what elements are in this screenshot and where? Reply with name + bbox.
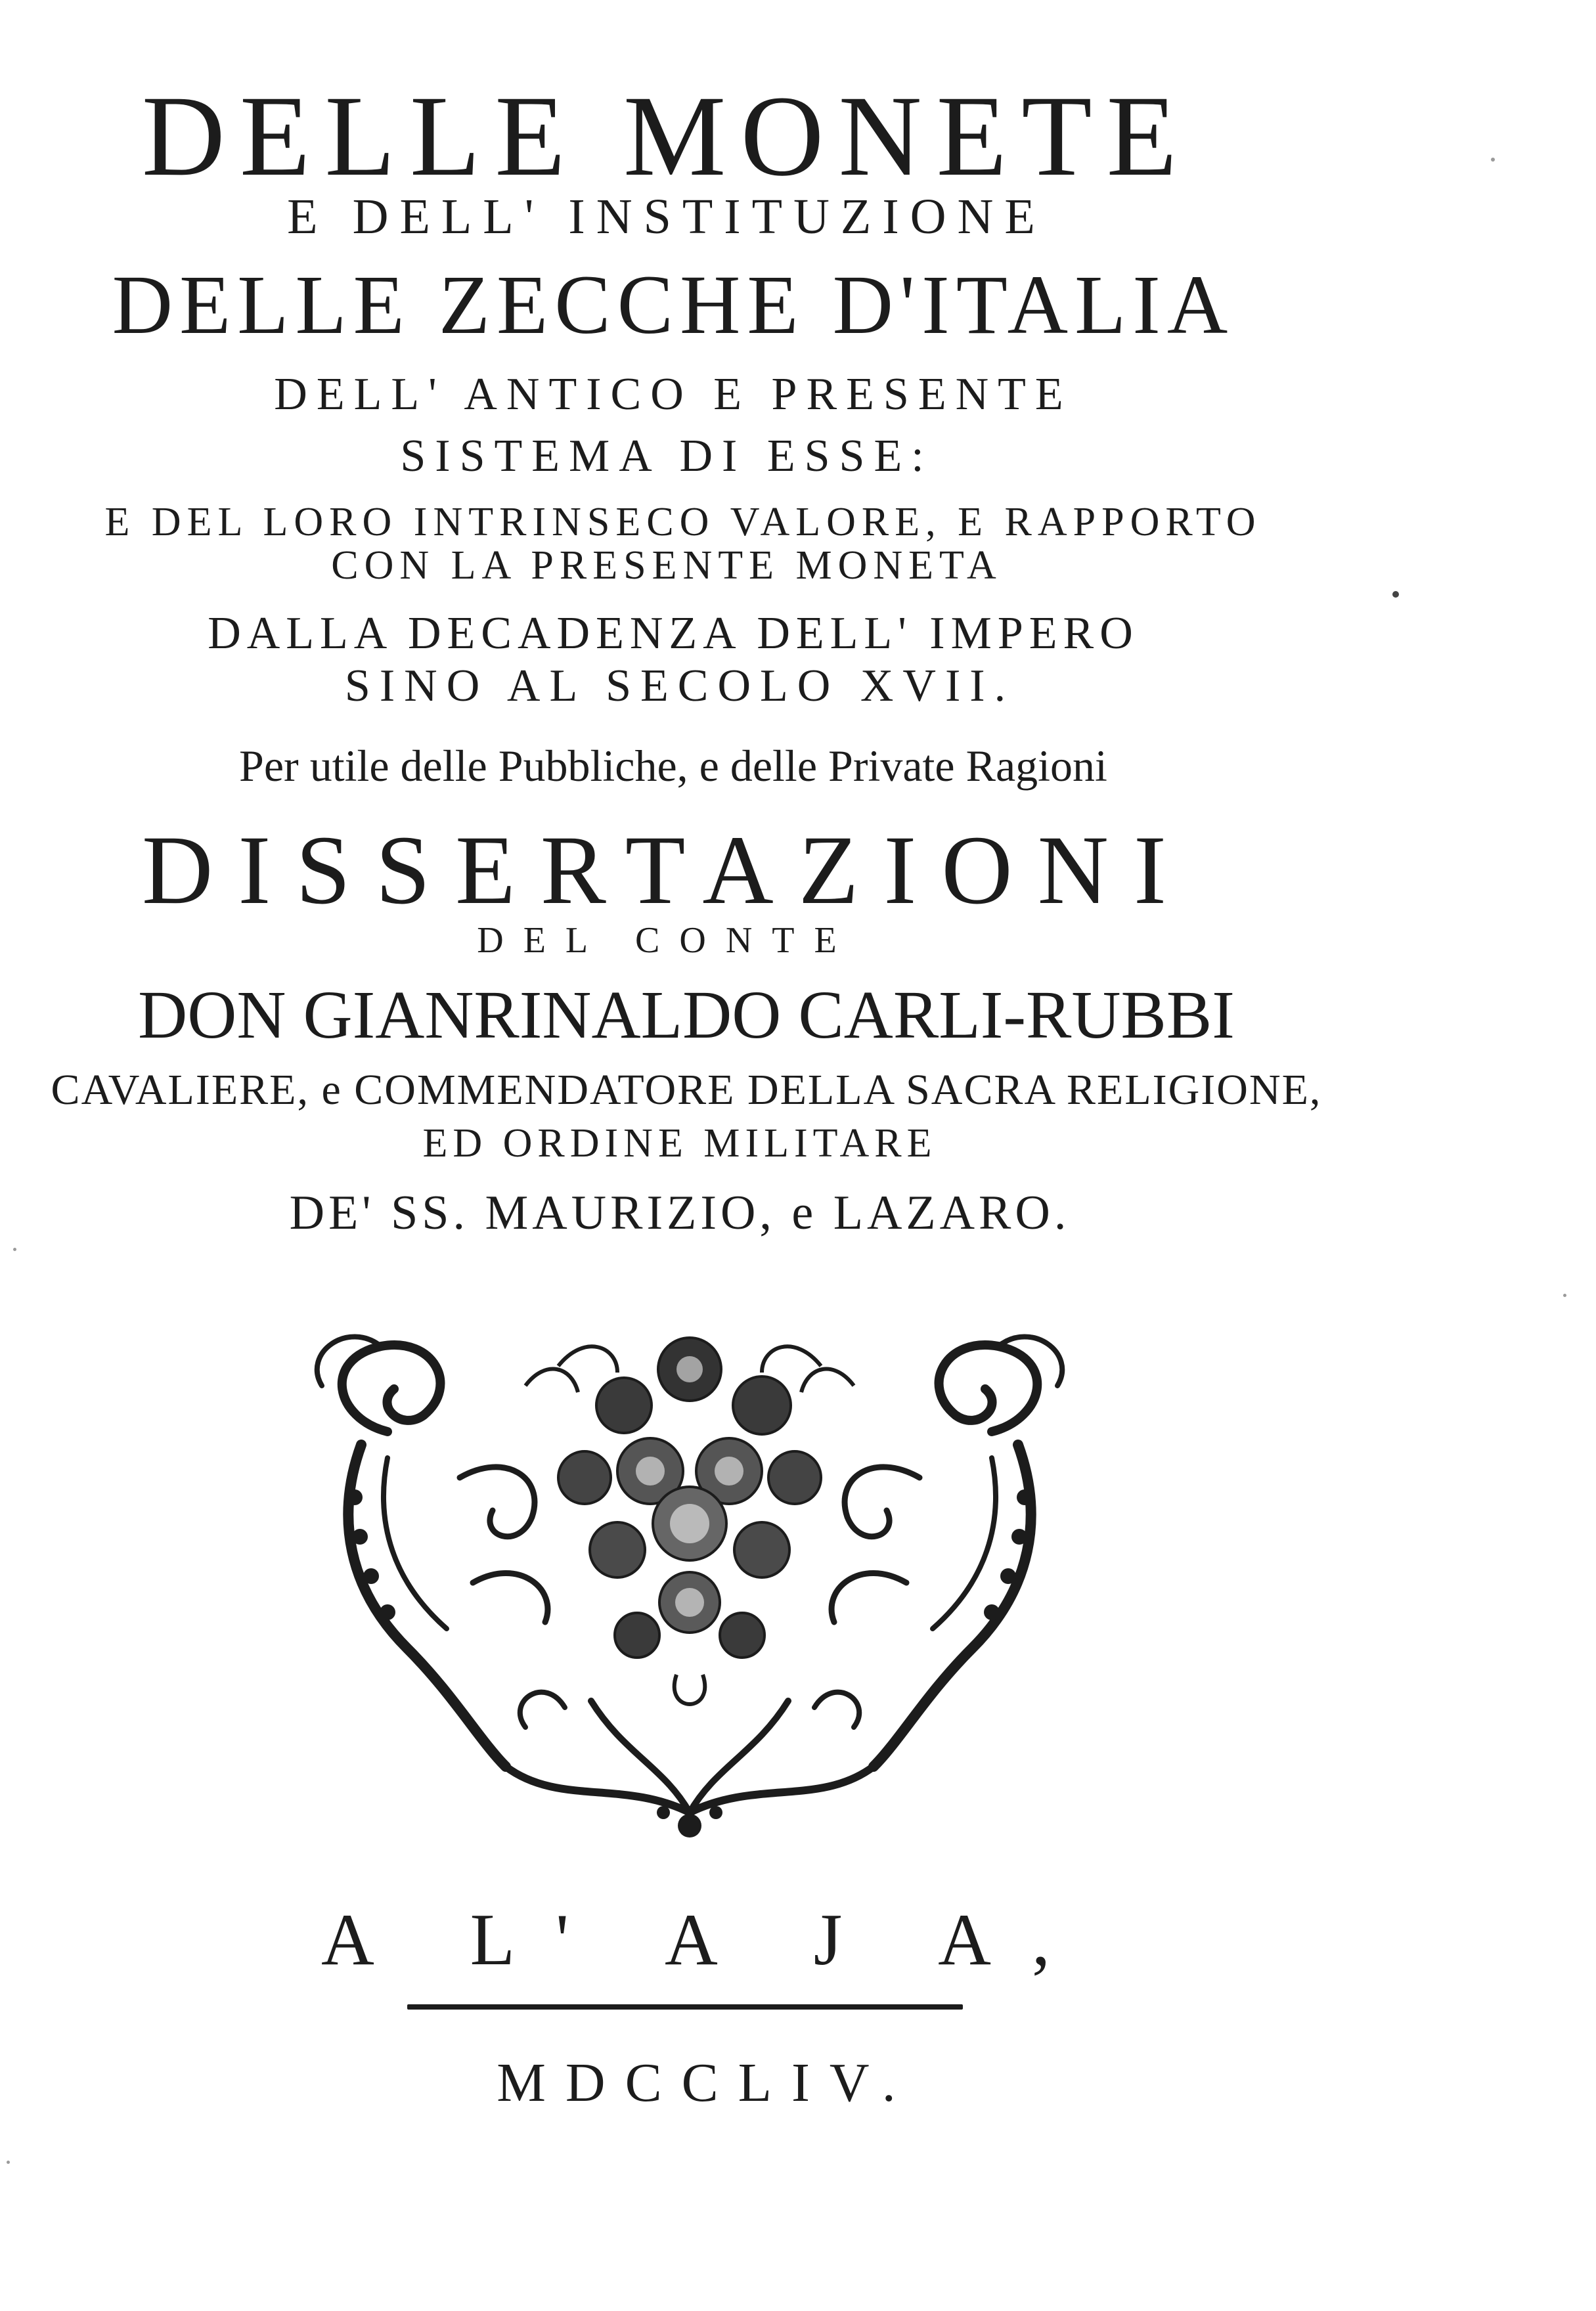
genre-heading: DISSERTAZIONI (142, 816, 1191, 925)
paper-speck (1392, 591, 1399, 598)
subtitle-line-4: CON LA PRESENTE MONETA (331, 543, 1002, 588)
subtitle-line-5: DALLA DECADENZA DELL' IMPERO (208, 608, 1139, 659)
imprint-rule (407, 2004, 963, 2010)
author-title-1: CAVALIERE, e COMMENDATORE DELLA SACRA RELIGIONE, (51, 1066, 1322, 1114)
subtitle-line-6: SINO AL SECOLO XVII. (344, 661, 1015, 711)
paper-speck (13, 1248, 16, 1251)
paper-speck (1491, 158, 1495, 162)
paper-speck (7, 2161, 10, 2164)
subtitle-line-3: E DEL LORO INTRINSECO VALORE, E RAPPORTO (104, 500, 1262, 544)
paper-speck (1563, 1294, 1566, 1297)
imprint-place: A L' A J A, (321, 1899, 1092, 1981)
subtitle-line-1: DELL' ANTICO E PRESENTE (274, 369, 1073, 420)
by-line: DEL CONTE (477, 920, 856, 961)
author-title-3: DE' SS. MAURIZIO, e LAZARO. (289, 1186, 1071, 1240)
imprint-year: MDCCLIV. (497, 2052, 916, 2113)
subtitle-line-2: SISTEMA DI ESSE: (400, 431, 933, 481)
title-line-2: E DELL' INSTITUZIONE (287, 189, 1046, 244)
author-name: DON GIANRINALDO CARLI-RUBBI (138, 977, 1235, 1053)
floral-cartouche-icon (309, 1307, 1071, 1839)
purpose-line: Per utile delle Pubbliche, e delle Private Ragioni (239, 741, 1107, 791)
title-line-3: DELLE ZECCHE D'ITALIA (112, 258, 1235, 351)
title-line-1: DELLE MONETE (141, 72, 1192, 200)
author-title-2: ED ORDINE MILITARE (422, 1121, 937, 1166)
